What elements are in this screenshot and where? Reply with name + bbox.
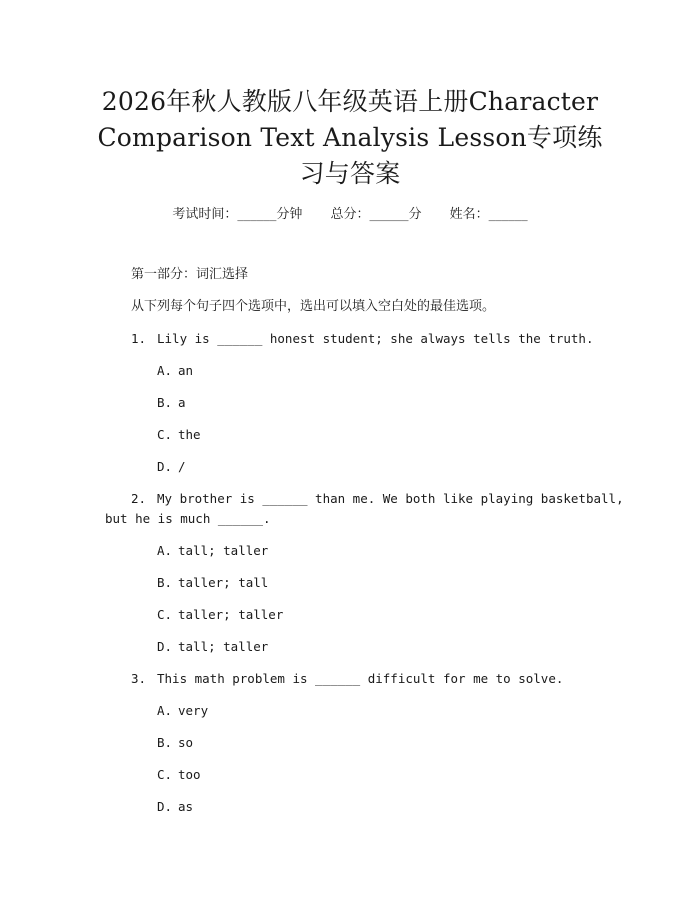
option-text: tall; taller bbox=[178, 639, 269, 654]
q2-option-a bbox=[157, 542, 268, 560]
option-letter: D. bbox=[157, 799, 173, 814]
exam-info bbox=[0, 206, 700, 224]
q3-option-c bbox=[157, 766, 201, 784]
option-letter: C. bbox=[157, 427, 173, 442]
question-3 bbox=[131, 670, 563, 688]
q1-option-b bbox=[157, 394, 186, 412]
option-letter: A. bbox=[157, 543, 173, 558]
option-letter: D. bbox=[157, 459, 173, 474]
option-letter: C. bbox=[157, 767, 173, 782]
q2-option-b bbox=[157, 574, 268, 592]
question-number: 2. bbox=[131, 491, 147, 506]
q3-option-b bbox=[157, 734, 193, 752]
q2-option-d bbox=[157, 638, 268, 656]
option-letter: D. bbox=[157, 639, 173, 654]
option-text: taller; tall bbox=[178, 575, 269, 590]
exam-time: 考试时间：______分钟 bbox=[172, 207, 303, 222]
question-number: 1. bbox=[131, 331, 147, 346]
option-letter: A. bbox=[157, 363, 173, 378]
q1-option-c bbox=[157, 426, 201, 444]
student-name: 姓名：______ bbox=[449, 207, 528, 222]
option-letter: B. bbox=[157, 395, 173, 410]
option-text: taller; taller bbox=[178, 607, 284, 622]
question-text: This math problem is ______ difficult for me to solve. bbox=[157, 671, 564, 686]
title-line-1: 2026年秋人教版八年级英语上册Character bbox=[101, 87, 599, 116]
q3-option-a bbox=[157, 702, 208, 720]
q2-option-c bbox=[157, 606, 283, 624]
option-text: very bbox=[178, 703, 209, 718]
option-letter: B. bbox=[157, 735, 173, 750]
q1-option-a bbox=[157, 362, 193, 380]
q3-option-d bbox=[157, 798, 193, 816]
option-text: so bbox=[178, 735, 194, 750]
q1-option-d bbox=[157, 458, 186, 476]
option-text: a bbox=[178, 395, 186, 410]
option-text: too bbox=[178, 767, 201, 782]
document-title bbox=[80, 84, 620, 192]
option-text: the bbox=[178, 427, 201, 442]
option-letter: C. bbox=[157, 607, 173, 622]
total-score: 总分：______分 bbox=[330, 207, 422, 222]
option-letter: A. bbox=[157, 703, 173, 718]
option-letter: B. bbox=[157, 575, 173, 590]
title-line-3: 习与答案 bbox=[299, 159, 401, 188]
option-text: tall; taller bbox=[178, 543, 269, 558]
title-line-2: Comparison Text Analysis Lesson专项练 bbox=[97, 123, 603, 152]
option-text: an bbox=[178, 363, 194, 378]
option-text: / bbox=[178, 459, 186, 474]
section-title: 第一部分：词汇选择 bbox=[131, 267, 249, 282]
question-1 bbox=[131, 330, 594, 348]
question-text: Lily is ______ honest student; she always tells the truth. bbox=[157, 331, 594, 346]
question-number: 3. bbox=[131, 671, 147, 686]
option-text: as bbox=[178, 799, 194, 814]
question-2 bbox=[131, 490, 624, 508]
instruction: 从下列每个句子四个选项中，选出可以填入空白处的最佳选项。 bbox=[131, 299, 496, 314]
question-2-continuation: but he is much ______. bbox=[105, 511, 271, 526]
question-text: My brother is ______ than me. We both like playing basketball, bbox=[157, 491, 624, 506]
